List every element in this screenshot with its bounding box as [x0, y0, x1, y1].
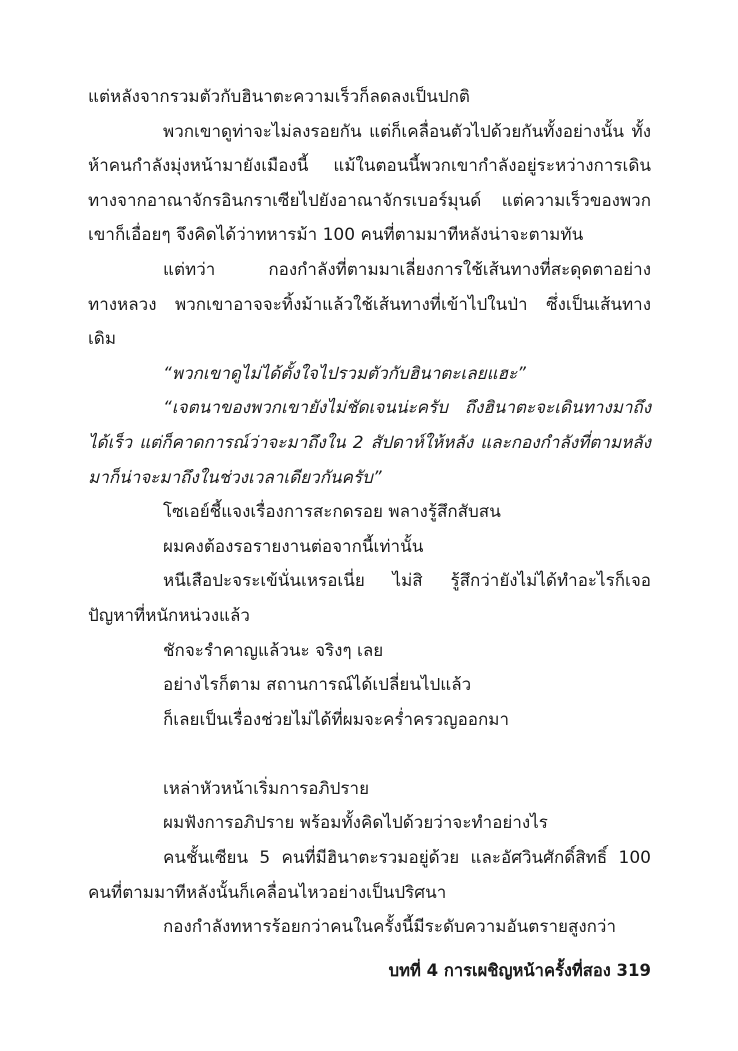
dialogue-paragraph: “พวกเขาดูไม่ได้ตั้งใจไปรวมตัวกับฮินาตะเลยแฮะ”	[163, 363, 526, 384]
paragraph: คนชั้นเซียน 5 คนที่มีฮินาตะรวมอยู่ด้วย และอัศวินศักดิ์สิทธิ์ 100 คนที่ตามมาทีหลังนั้นก็เคลื่อนไหวอย่างเป็นปริศนา	[88, 848, 651, 903]
paragraph: ชักจะรำคาญแล้วนะ จริงๆ เลย	[163, 640, 384, 661]
paragraph: แต่ทว่า กองกำลังที่ตามมาเลี่ยงการใช้เส้นทางที่สะดุดตาอย่างทางหลวง พวกเขาอาจจะทิ้งม้าแล้วใช้เส้นทางที่เข้าไปในป่า ซึ่งเป็นเส้นทางเดิม	[88, 259, 651, 350]
paragraph: กองกำลังทหารร้อยกว่าคนในครั้งนี้มีระดับความอันตรายสูงกว่า	[163, 917, 617, 938]
paragraph: หนีเสือปะจระเข้นั่นเหรอเนี่ย ไม่สิ รู้สึกว่ายังไม่ได้ทำอะไรก็เจอปัญหาที่หนักหน่วงแล้ว	[88, 571, 651, 626]
paragraph: อย่างไรก็ตาม สถานการณ์ได้เปลี่ยนไปแล้ว	[163, 675, 472, 696]
paragraph: พวกเขาดูท่าจะไม่ลงรอยกัน แต่ก็เคลื่อนตัวไปด้วยกันทั้งอย่างนั้น ทั้งห้าคนกำลังมุ่งหน้ามายังเมืองนี้ แม้ในตอนนี้พวกเขากำลังอยู่ระหว่างการเดินทางจากอาณาจักรอินกราเซียไปยังอาณาจักรเบอร์มุนด์ แต่ความเร็วของพวกเขาก็เอื่อยๆ จึงคิดได้ว่าทหารม้า 100 คนที่ตามมาทีหลังน่าจะตามทัน	[88, 121, 651, 246]
paragraph: ก็เลยเป็นเรื่องช่วยไม่ได้ที่ผมจะคร่ำครวญออกมา	[163, 709, 510, 730]
paragraph: เหล่าหัวหน้าเริ่มการอภิปราย	[163, 778, 370, 799]
paragraph: โซเอย์ชี้แจงเรื่องการสะกดรอย พลางรู้สึกสับสน	[163, 502, 501, 523]
paragraph: ผมคงต้องรอรายงานต่อจากนี้เท่านั้น	[163, 536, 424, 557]
page-body	[88, 80, 651, 945]
section-break	[88, 737, 651, 772]
paragraph: แต่หลังจากรวมตัวกับฮินาตะความเร็วก็ลดลงเป็นปกติ	[88, 87, 470, 107]
page-footer: บทที่ 4 การเผชิญหน้าครั้งที่สอง 319	[388, 961, 651, 980]
dialogue-paragraph: “เจตนาของพวกเขายังไม่ชัดเจนน่ะครับ ถึงฮินาตะจะเดินทางมาถึงได้เร็ว แต่ก็คาดการณ์ว่าจะมาถึงใน 2 สัปดาห์ให้หลัง และกองกำลังที่ตามหลังมาก็น่าจะมาถึงในช่วงเวลาเดียวกันครับ”	[88, 398, 651, 488]
paragraph: ผมฟังการอภิปราย พร้อมทั้งคิดไปด้วยว่าจะทำอย่างไร	[163, 813, 548, 834]
